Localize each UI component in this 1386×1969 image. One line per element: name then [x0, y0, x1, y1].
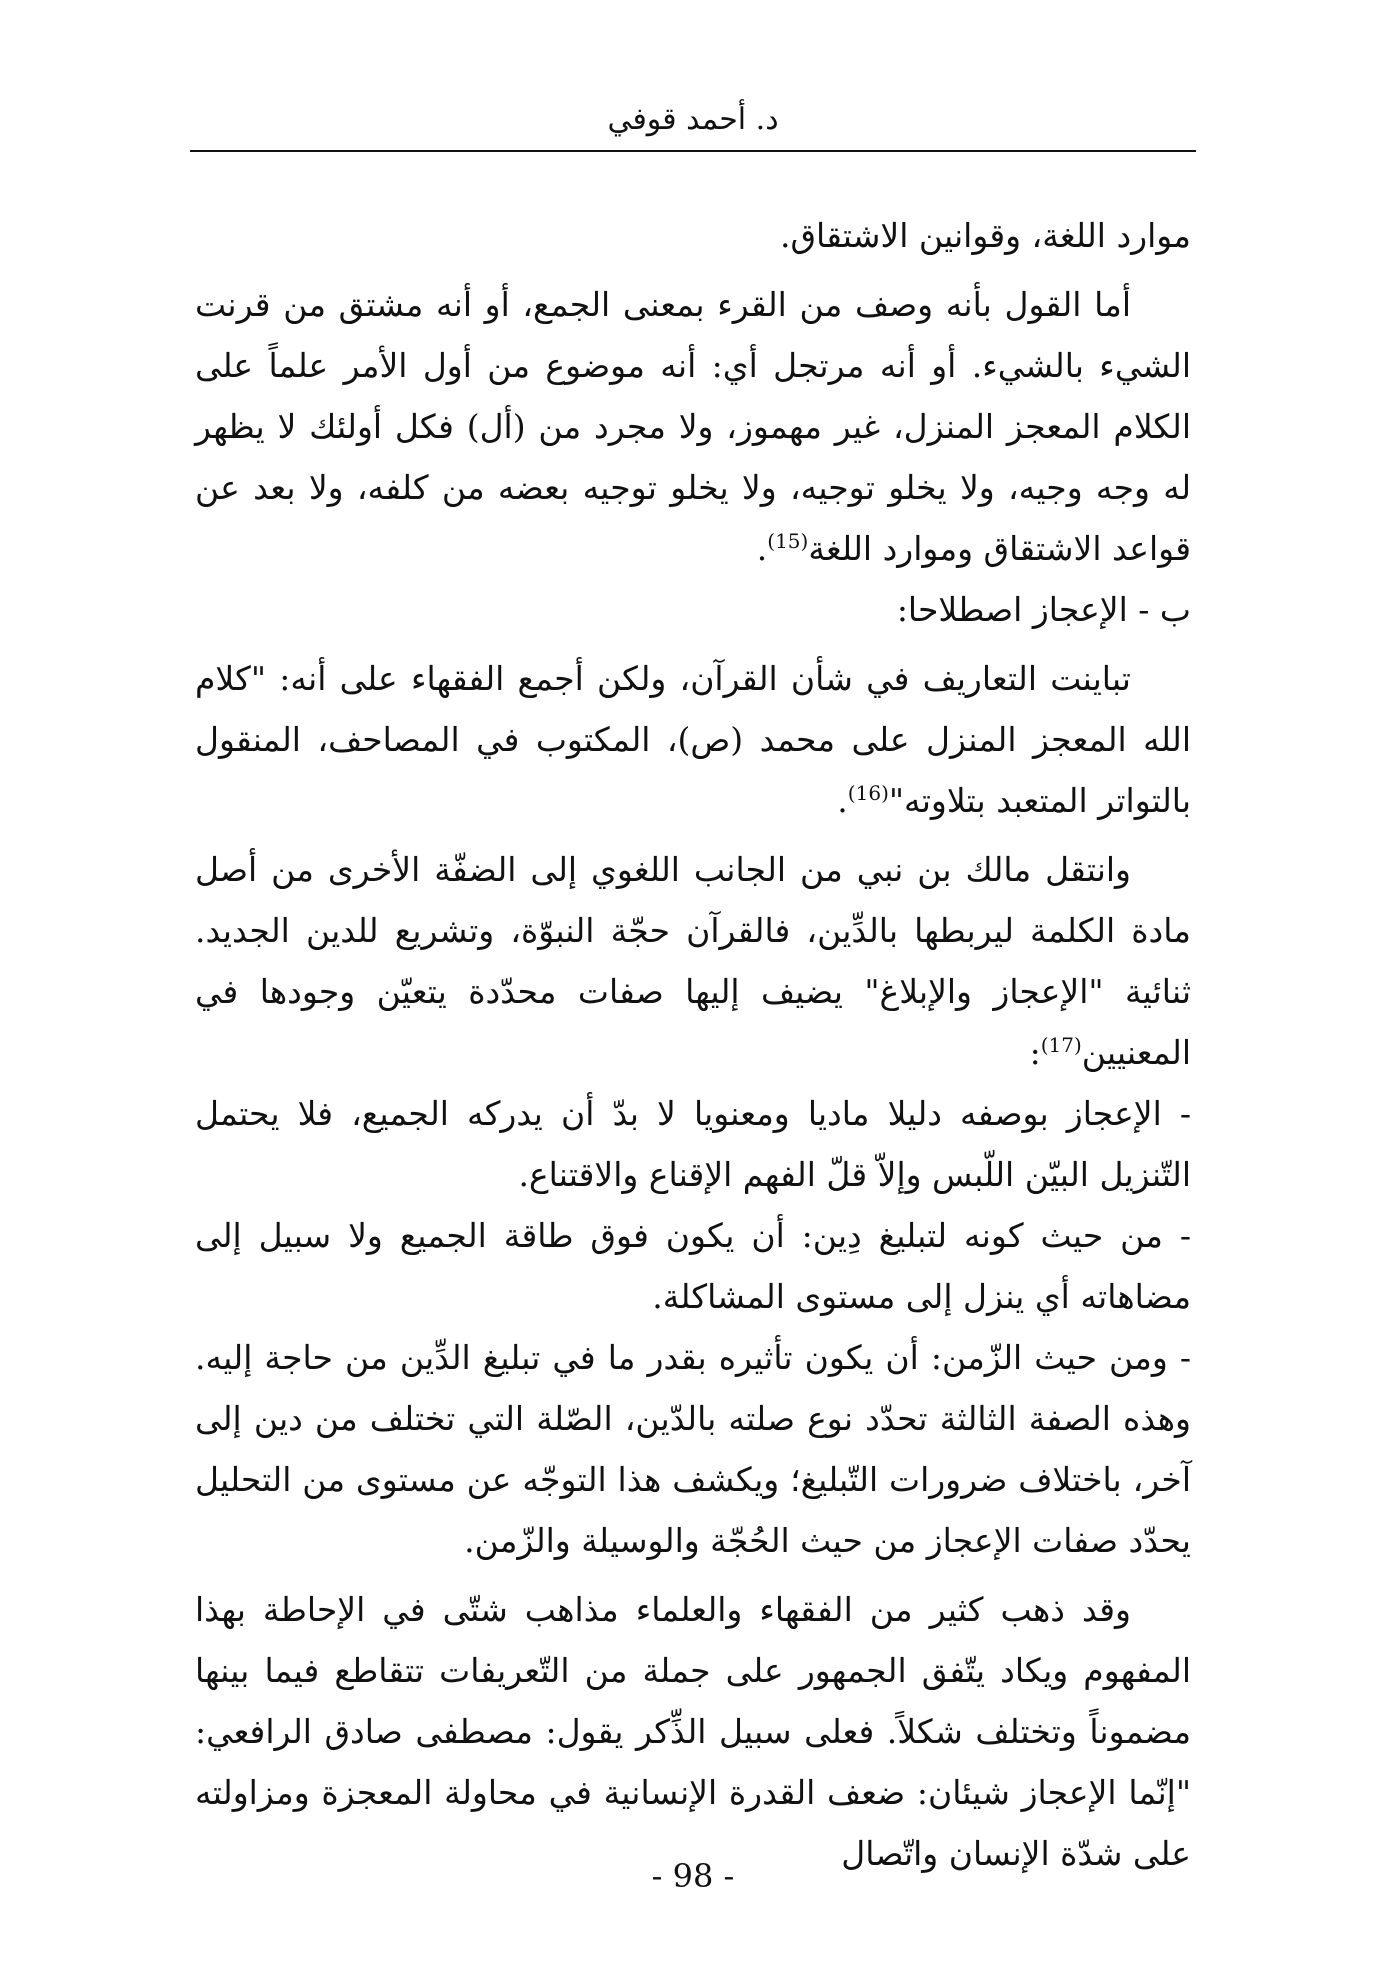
paragraph: أما القول بأنه وصف من القرء بمعنى الجمع، أو أنه مشتق من قرنت الشيء بالشيء. أو أنه مرتجل أي: أنه موضوع من أول الأمر علماً على الكلام المعجز المنزل، غير مهموز، ولا مجرد من (أل) فكل أولئك لا يظهر له وجه وجيه، ولا يخلو توجيه، ولا يخلو توجيه بعضه من كلفه، ولا بعد عن قواعد الاشتقاق وموارد اللغة$^{(15)}$.	[195, 285, 1191, 568]
body-text	[195, 205, 1191, 1873]
footnote-ref[interactable]: (15)	[767, 529, 809, 553]
paragraph: موارد اللغة، وقوانين الاشتقاق.	[779, 216, 1191, 255]
header-rule	[190, 150, 1196, 152]
list-item: - ومن حيث الزّمن: أن يكون تأثيره بقدر ما في تبليغ الدِّين من حاجة إليه. وهذه الصفة الثالثة تحدّد نوع صلته بالدّين، الصّلة التي تختلف من دين إلى آخر، باختلاف ضرورات التّبليغ؛ ويكشف هذا التوجّه عن مستوى من التحليل يحدّد صفات الإعجاز من حيث الحُجّة والوسيلة والزّمن.	[195, 1338, 1191, 1560]
paragraph: تباينت التعاريف في شأن القرآن، ولكن أجمع الفقهاء على أنه: "كلام الله المعجز المنزل على محمد (ص)، المكتوب في المصاحف، المنقول بالتواتر المتعبد بتلاوته"$^{(16)}$.	[195, 659, 1191, 820]
running-header: د. أحمد قوفي	[607, 102, 779, 137]
section-heading: ب - الإعجاز اصطلاحا:	[896, 590, 1191, 629]
paragraph: وانتقل مالك بن نبي من الجانب اللغوي إلى الضفّة الأخرى من أصل مادة الكلمة ليربطها بالدِّين، فالقرآن حجّة النبوّة، وتشريع للدين الجديد. ثنائية "الإعجاز والإبلاغ" يضيف إليها صفات محدّدة يتعيّن وجودها في المعنيين$^{(17)}$:	[195, 850, 1191, 1072]
list-item: - الإعجاز بوصفه دليلا ماديا ومعنويا لا بدّ أن يدركه الجميع، فلا يحتمل التّنزيل البيّن اللّبس وإلاّ قلّ الفهم الإقناع والاقتناع.	[195, 1094, 1191, 1194]
page-number: - 98 -	[651, 1857, 735, 1895]
list-item: - من حيث كونه لتبليغ دِين: أن يكون فوق طاقة الجميع ولا سبيل إلى مضاهاته أي ينزل إلى مستوى المشاكلة.	[195, 1216, 1191, 1316]
footnote-ref[interactable]: (17)	[1040, 1033, 1082, 1057]
footnote-ref[interactable]: (16)	[847, 781, 889, 805]
paragraph: وقد ذهب كثير من الفقهاء والعلماء مذاهب شتّى في الإحاطة بهذا المفهوم ويكاد يتّفق الجمهور على جملة من التّعريفات تتقاطع فيما بينها مضموناً وتختلف شكلاً. فعلى سبيل الذِّكر يقول: مصطفى صادق الرافعي: "إنّما الإعجاز شيئان: ضعف القدرة الإنسانية في محاولة المعجزة ومزاولته على شدّة الإنسان واتّصال	[195, 1590, 1191, 1873]
